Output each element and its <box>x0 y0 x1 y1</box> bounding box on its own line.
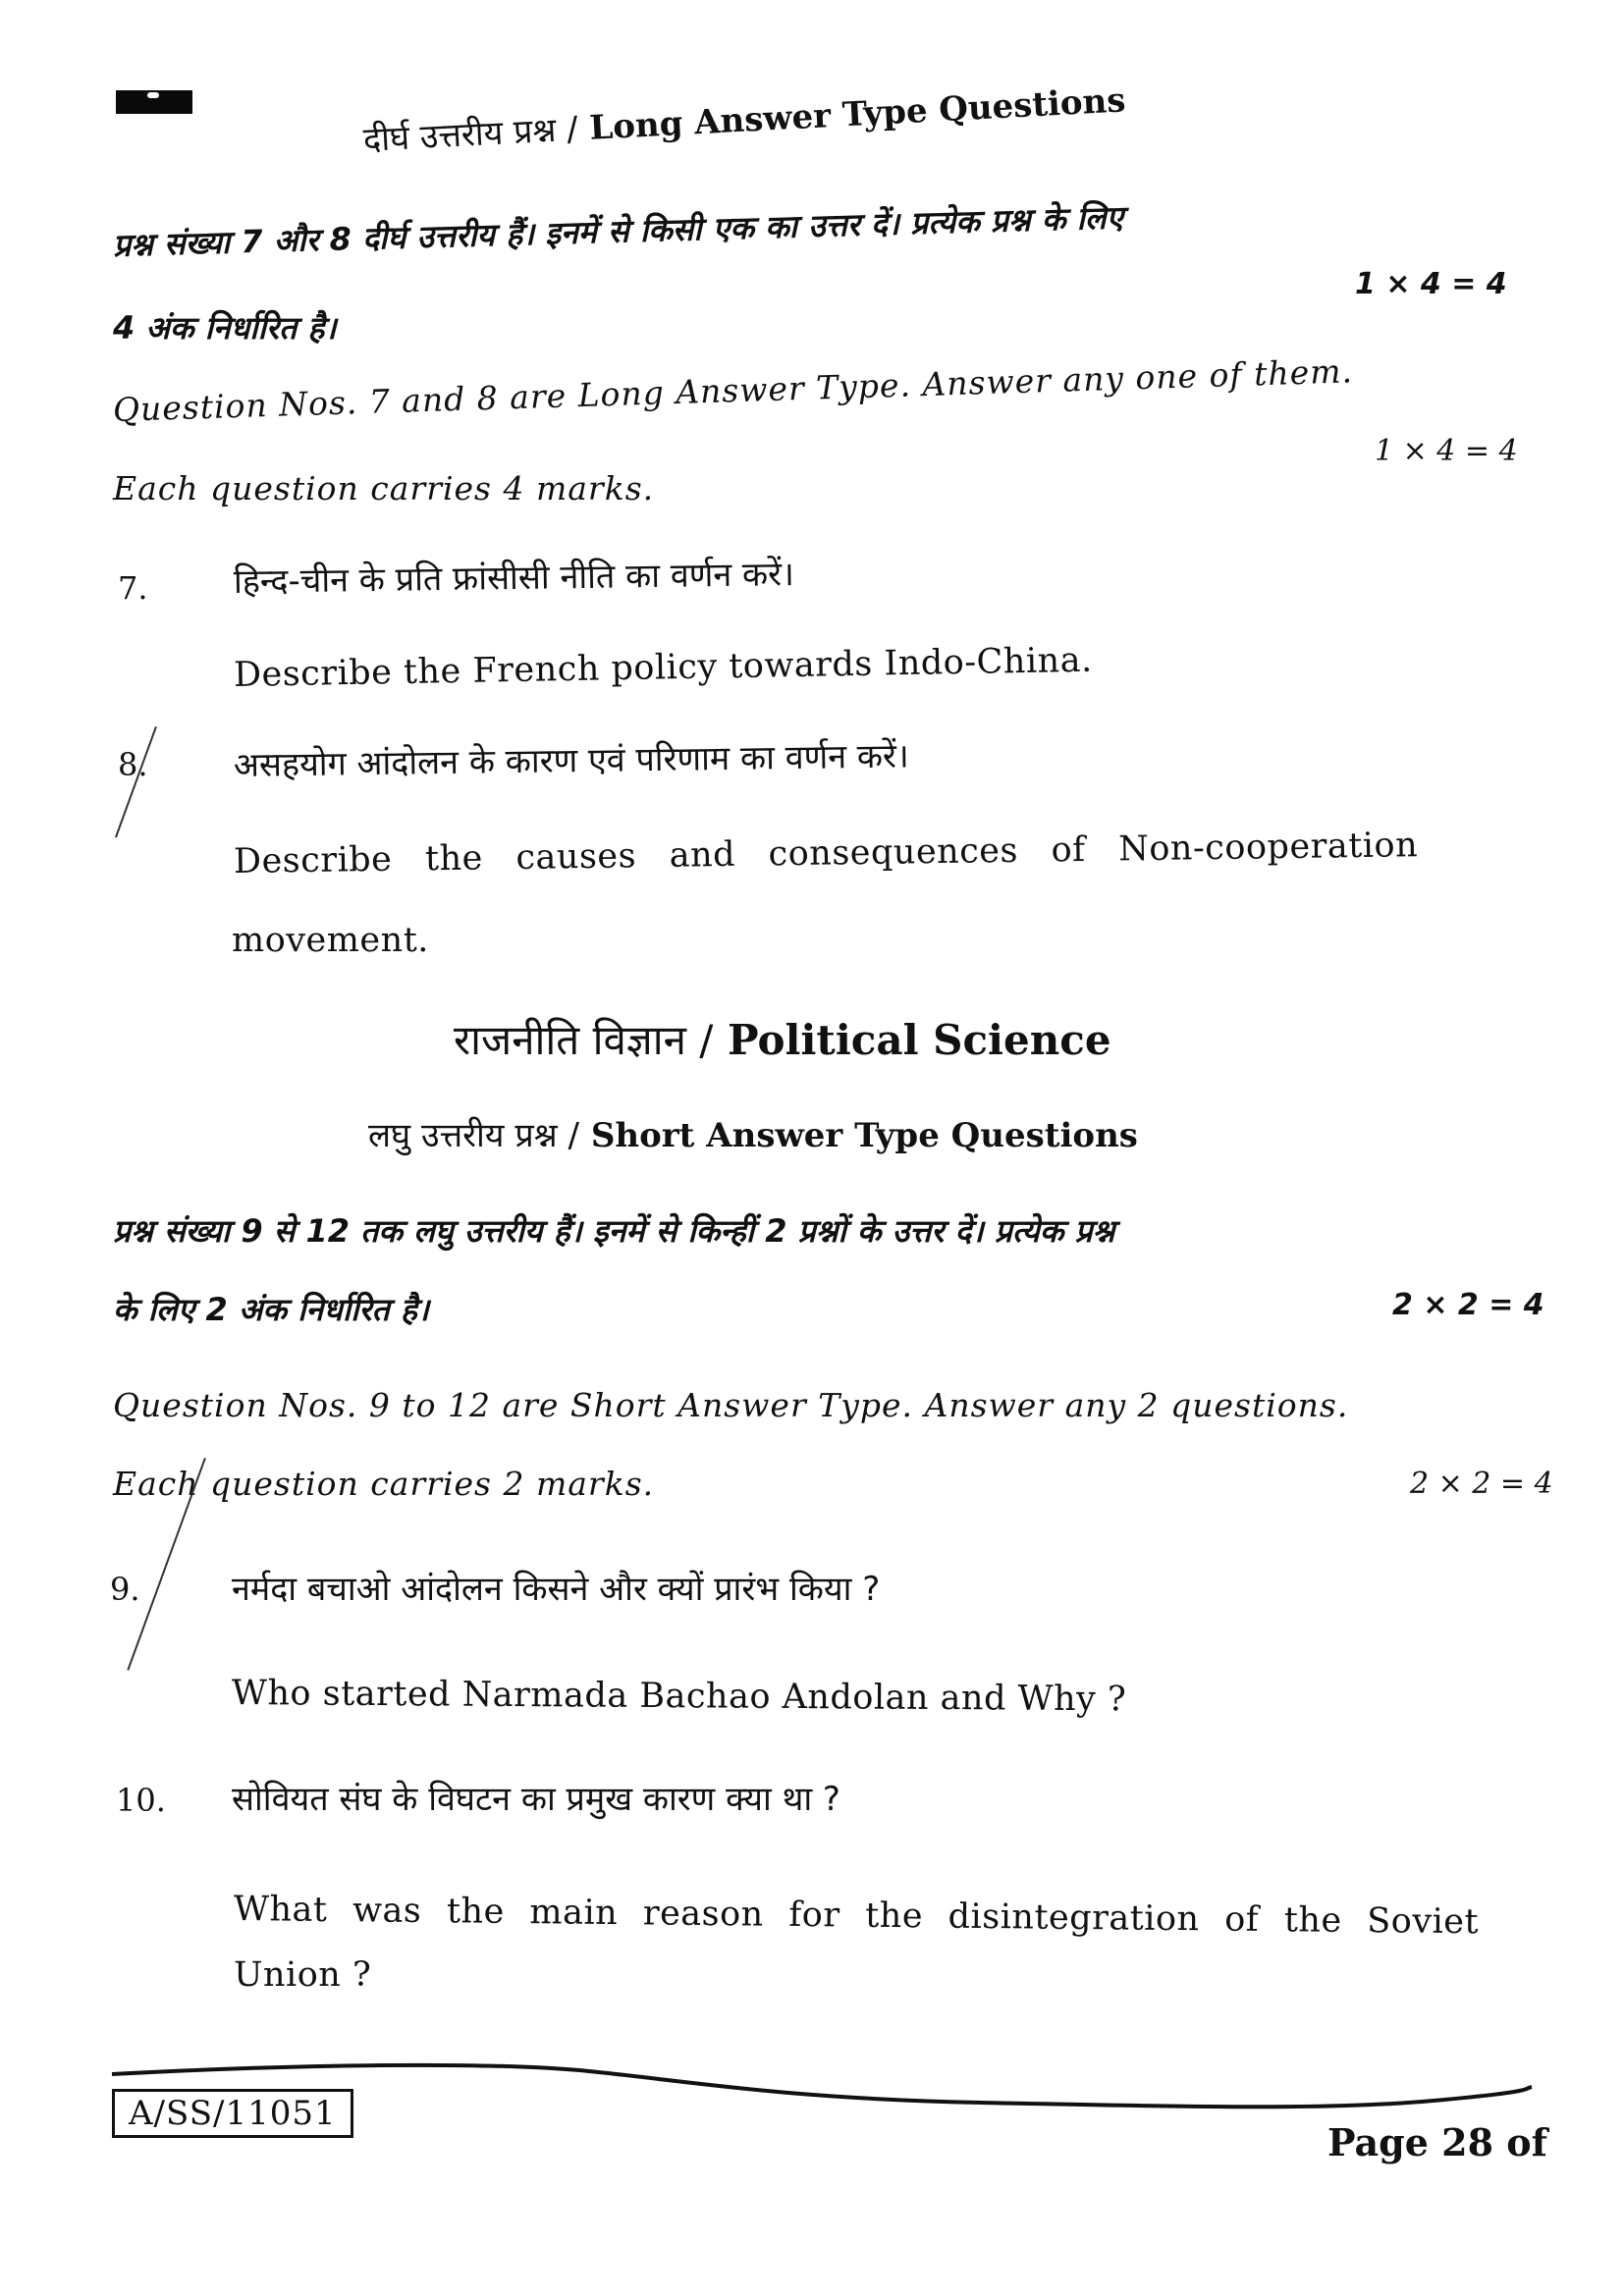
long-answer-instruction-english-line2: Each question carries 4 marks. <box>113 469 655 507</box>
question-8-english-line2: movement. <box>232 921 429 960</box>
heading-hindi: दीर्घ उत्तरीय प्रश्न / <box>362 109 579 160</box>
question-10-english-line2: Union ? <box>234 1955 372 1995</box>
short-answer-instruction-english-line1: Question Nos. 9 to 12 are Short Answer Type. Answer any 2 questions. <box>113 1386 1349 1424</box>
short-answer-marks-hindi: 2 × 2 = 4 <box>1392 1288 1544 1322</box>
heading-hindi: लघु उत्तरीय प्रश्न / <box>368 1116 579 1155</box>
short-answer-marks-english: 2 × 2 = 4 <box>1410 1467 1553 1501</box>
question-9-hindi: नर्मदा बचाओ आंदोलन किसने और क्यों प्रारंभ किया ? <box>232 1570 881 1609</box>
short-answer-instruction-hindi-line2: के लिए 2 अंक निर्धारित है। <box>113 1291 430 1328</box>
question-number-8: 8. <box>118 746 148 783</box>
heading-english: Short Answer Type Questions <box>590 1116 1138 1155</box>
long-answer-marks-english: 1 × 4 = 4 <box>1375 434 1518 468</box>
paper-code-box: A/SS/11051 <box>112 2089 353 2138</box>
question-9-english: Who started Narmada Bachao Andolan and Why ? <box>231 1674 1127 1720</box>
question-8-hindi: असहयोग आंदोलन के कारण एवं परिणाम का वर्णन करें। <box>233 736 910 785</box>
heading-hindi: राजनीति विज्ञान / <box>454 1016 714 1064</box>
question-number-9: 9. <box>110 1571 140 1608</box>
short-answer-instruction-hindi-line1: प्रश्न संख्या 9 से 12 तक लघु उत्तरीय हैं। इनमें से किन्हीं 2 प्रश्नों के उत्तर दें। प्रत्येक प्रश्न <box>113 1212 1115 1250</box>
question-number-7: 7. <box>118 569 148 607</box>
long-answer-instruction-hindi-line1: प्रश्न संख्या 7 और 8 दीर्घ उत्तरीय हैं। इनमें से किसी एक का उत्तर दें। प्रत्येक प्रश्न के लिए <box>112 198 1124 264</box>
short-answer-instruction-english-line2: Each question carries 2 marks. <box>113 1465 655 1503</box>
question-7-hindi: हिन्द-चीन के प्रति फ्रांसीसी नीति का वर्णन करें। <box>233 555 795 602</box>
long-answer-instruction-hindi-line2: 4 अंक निर्धारित है। <box>113 309 337 347</box>
question-7-english: Describe the French policy towards Indo-China. <box>233 640 1093 695</box>
question-10-english-line1: What was the main reason for the disintegration of the Soviet <box>233 1890 1480 1943</box>
question-10-hindi: सोवियत संघ के विघटन का प्रमुख कारण क्या था ? <box>232 1780 840 1819</box>
question-number-10: 10. <box>116 1782 166 1819</box>
question-8-english-line1: Describe the causes and consequences of Non-cooperation <box>233 826 1419 881</box>
page-number: Page 28 of <box>1327 2120 1547 2164</box>
heading-english: Political Science <box>728 1016 1111 1064</box>
heading-english: Long Answer Type Questions <box>588 80 1127 148</box>
long-answer-marks-hindi: 1 × 4 = 4 <box>1355 267 1507 301</box>
long-answer-instruction-english-line1: Question Nos. 7 and 8 are Long Answer Type. Answer any one of them. <box>112 351 1354 429</box>
